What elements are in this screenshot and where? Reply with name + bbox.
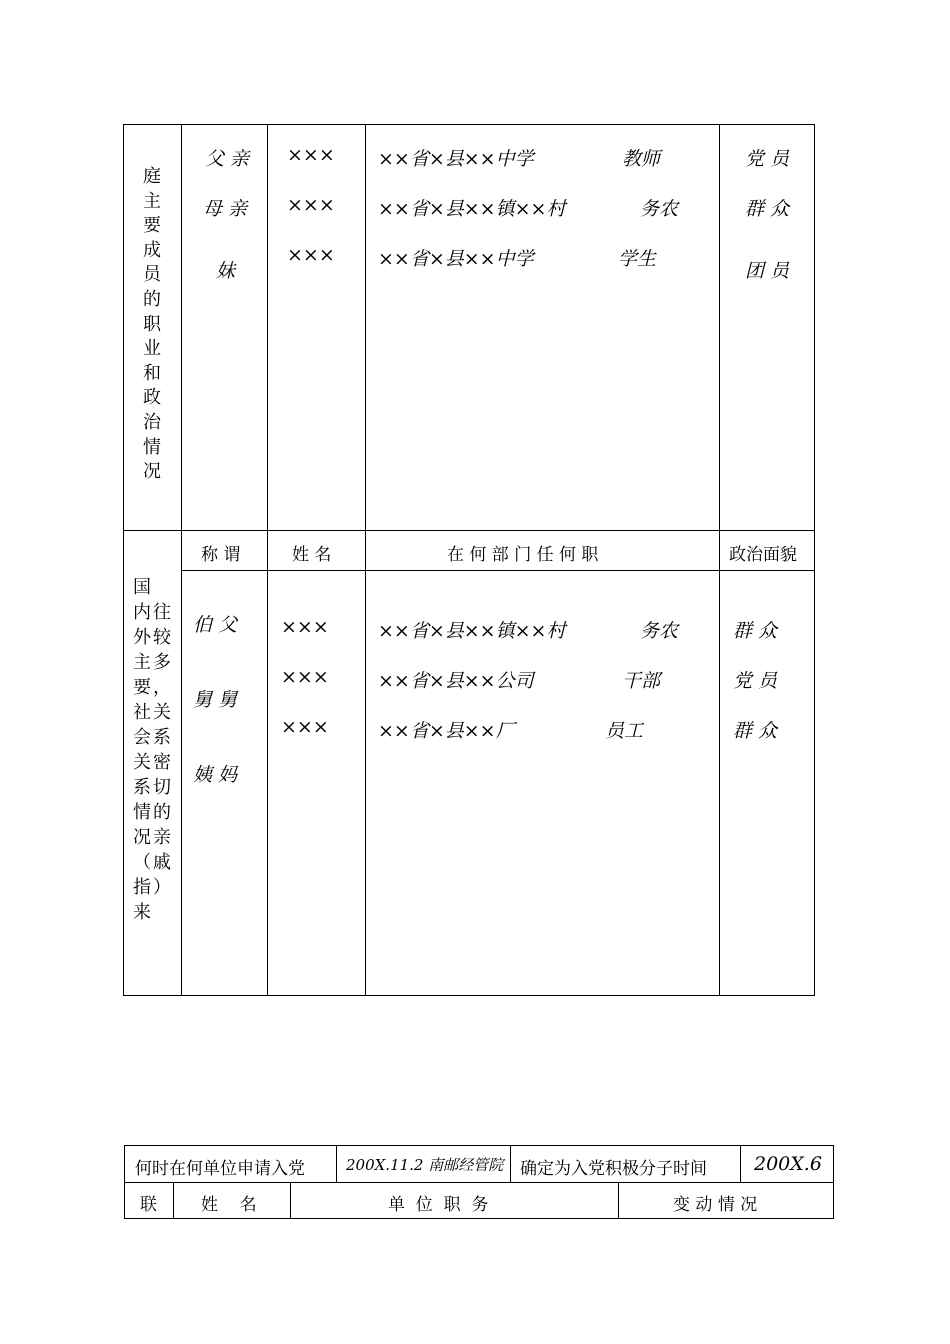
table-col-2 (267, 124, 268, 996)
relatives-label-char (153, 575, 171, 600)
relatives-label-char: 关 (133, 752, 151, 773)
relative-position-3: 员工 (605, 720, 644, 742)
family-label-char: 职 (143, 313, 161, 335)
table-col-1 (181, 124, 182, 996)
table-col-4 (719, 124, 720, 996)
family-status-2: 群 众 (745, 198, 790, 220)
family-label-char: 员 (143, 264, 161, 286)
bottom-r1-col-2 (510, 1145, 511, 1182)
family-position-2: 务农 (640, 198, 679, 220)
family-name-1: ××× (287, 144, 335, 166)
relatives-label-char: 较 (153, 627, 171, 648)
bottom-r1-col-1 (336, 1145, 337, 1182)
relatives-label-char: ， (153, 677, 171, 698)
family-label-char: 况 (143, 461, 161, 483)
relatives-label-char: 系 (133, 777, 151, 798)
family-section-label (140, 165, 164, 485)
bottom-r2-col-3 (618, 1182, 619, 1219)
bottom-border-top (124, 1145, 834, 1146)
bottom-r1-col-3 (740, 1145, 741, 1182)
header-relation: 称 谓 (201, 545, 241, 565)
family-status-1: 党 员 (745, 148, 790, 170)
relatives-label-char: 密 (153, 752, 171, 773)
relative-status-2: 党 员 (733, 670, 778, 692)
family-label-char: 要 (143, 215, 161, 237)
activist-label: 确定为入党积极分子时间 (520, 1159, 707, 1179)
relative-name-2: ××× (281, 666, 329, 688)
family-label-char: 庭 (143, 166, 161, 187)
relatives-label-char: 关 (153, 702, 171, 723)
relatives-label-char: 国 (133, 577, 151, 598)
relatives-section-label (133, 575, 171, 925)
family-label-char: 政 (143, 387, 161, 409)
header-status: 政治面貌 (729, 545, 797, 565)
family-label-char: 主 (143, 190, 161, 212)
bottom-border-right (833, 1145, 834, 1219)
table-border-left (123, 124, 124, 996)
relatives-label-char: 的 (153, 802, 171, 823)
relative-status-3: 群 众 (733, 720, 778, 742)
relatives-label-char: （ (133, 852, 151, 873)
relative-work-2: ××省×县××公司 (378, 670, 534, 692)
relatives-label-char: 情 (133, 802, 151, 823)
relatives-label-char: 内 (133, 602, 151, 623)
relatives-label-char: 系 (153, 727, 171, 748)
apply-value: 200X.11.2 南邮经管院 (346, 1156, 504, 1174)
header-post: 在 何 部 门 任 何 职 (447, 545, 599, 565)
relatives-label-char: 社 (133, 702, 151, 723)
relatives-label-char: 来 (133, 902, 151, 923)
table-divider-section (123, 530, 815, 531)
family-work-2: ××省×县××镇××村 (378, 198, 566, 220)
header-member-name: 姓 名 (201, 1195, 257, 1215)
relatives-label-char: 要 (133, 677, 151, 698)
header-change: 变 动 情 况 (673, 1195, 758, 1215)
relative-relation-3: 姨 妈 (193, 764, 238, 786)
relative-position-1: 务农 (640, 620, 679, 642)
header-unit-post: 单 位 职 务 (388, 1195, 489, 1215)
bottom-r2-col-2 (290, 1182, 291, 1219)
family-name-2: ××× (287, 194, 335, 216)
family-relation-3: 妹 (216, 260, 236, 282)
family-label-char: 和 (143, 362, 161, 384)
family-status-3: 团 员 (745, 260, 790, 282)
relative-name-1: ××× (281, 616, 329, 638)
family-label-char: 的 (143, 288, 161, 310)
relatives-label-char: 戚 (153, 852, 171, 873)
relatives-label-char: 多 (153, 652, 171, 673)
relative-relation-1: 伯 父 (193, 614, 238, 636)
bottom-row-divider (124, 1182, 834, 1183)
table-border-bottom (123, 995, 815, 996)
relative-position-2: 干部 (622, 670, 661, 692)
apply-label: 何时在何单位申请入党 (135, 1159, 305, 1179)
relative-work-1: ××省×县××镇××村 (378, 620, 566, 642)
activist-value: 200X.6 (754, 1153, 822, 1175)
family-position-1: 教师 (622, 148, 661, 170)
family-relation-1: 父 亲 (205, 148, 250, 170)
family-label-char: 情 (143, 436, 161, 458)
family-position-3: 学生 (618, 248, 657, 270)
relatives-label-char: 切 (153, 777, 171, 798)
relatives-label-char: 外 (133, 627, 151, 648)
relatives-label-char: ） (153, 877, 171, 898)
relatives-label-char: 亲 (153, 827, 171, 848)
family-name-3: ××× (287, 244, 335, 266)
family-work-3: ××省×县××中学 (378, 248, 534, 270)
table-border-top (123, 124, 815, 125)
bottom-r2-col-1 (173, 1182, 174, 1219)
relatives-label-char: 指 (133, 877, 151, 898)
relatives-label-char: 会 (133, 727, 151, 748)
relatives-label-char: 况 (133, 827, 151, 848)
relatives-label-char (153, 900, 171, 925)
header-lian: 联 (140, 1195, 157, 1215)
header-name: 姓 名 (292, 545, 332, 565)
relatives-label-char: 主 (133, 652, 151, 673)
table-col-3 (365, 124, 366, 996)
table-border-right (814, 124, 815, 996)
family-work-1: ××省×县××中学 (378, 148, 534, 170)
family-label-char: 业 (143, 338, 161, 360)
relative-relation-2: 舅 舅 (193, 689, 238, 711)
family-relation-2: 母 亲 (203, 198, 248, 220)
family-label-char: 成 (143, 239, 161, 261)
relative-name-3: ××× (281, 716, 329, 738)
relative-work-3: ××省×县××厂 (378, 720, 515, 742)
family-label-char: 治 (143, 411, 161, 433)
bottom-border-bottom (124, 1218, 834, 1219)
relatives-label-char: 往 (153, 602, 171, 623)
bottom-border-left (124, 1145, 125, 1219)
relative-status-1: 群 众 (733, 620, 778, 642)
